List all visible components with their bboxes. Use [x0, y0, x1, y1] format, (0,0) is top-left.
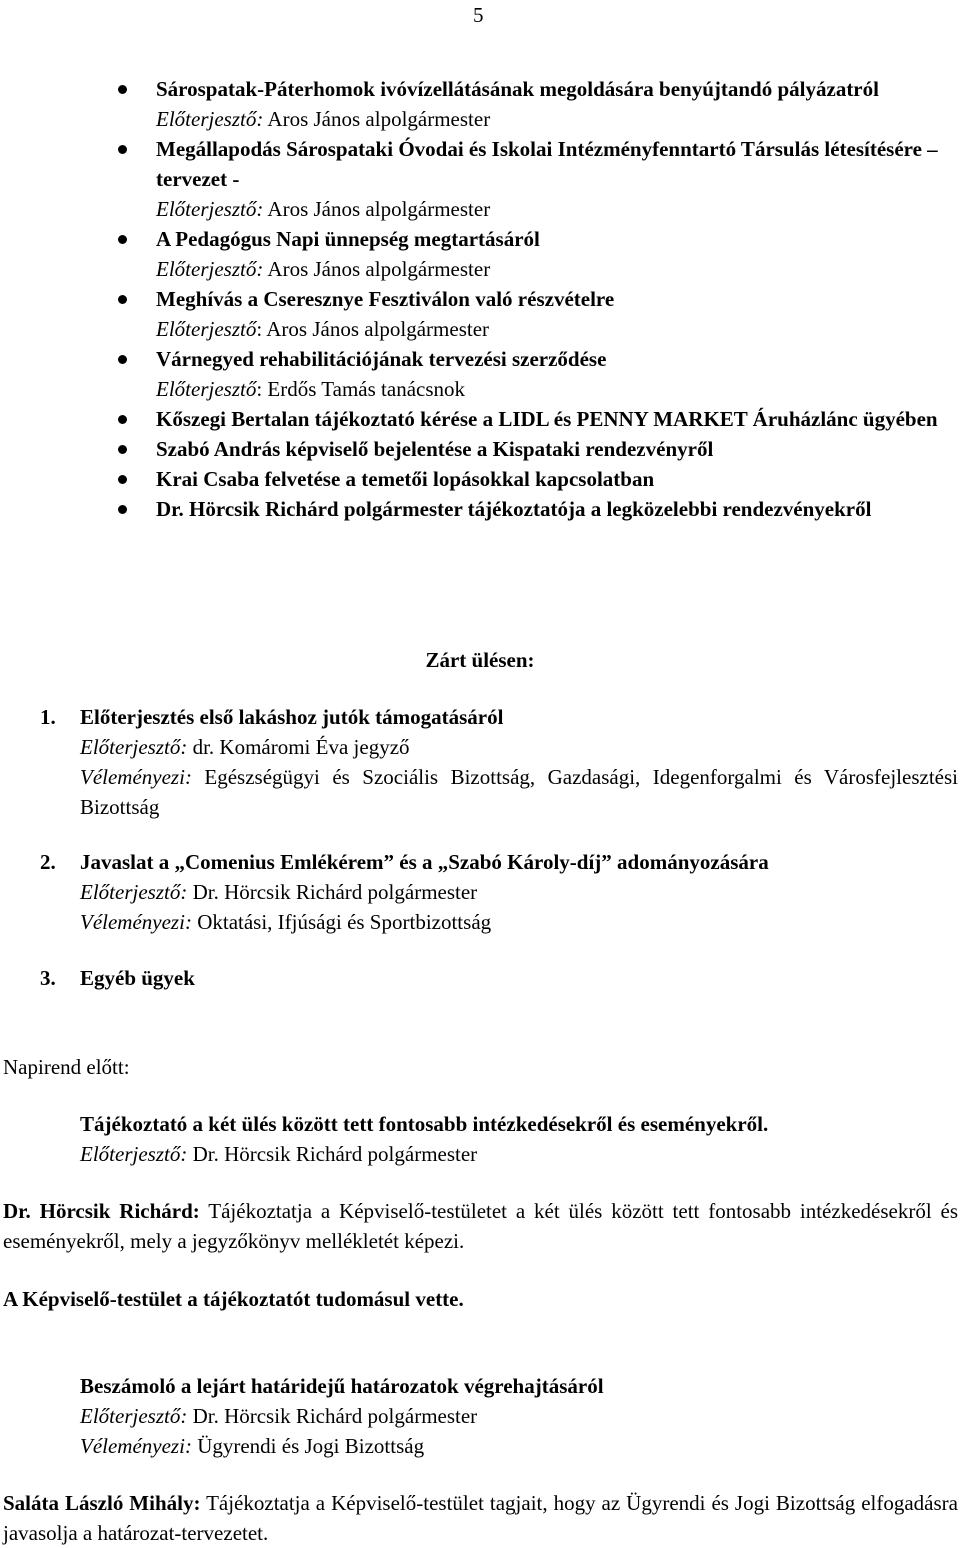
resolution-text: A Képviselő-testület a tájékoztatót tudomásul vette.	[3, 1287, 464, 1311]
presenter-value: dr. Komáromi Éva jegyző	[187, 735, 410, 759]
report-item	[0, 1371, 960, 1461]
presenter-line	[156, 254, 958, 284]
bullet-icon	[118, 235, 127, 244]
list-item	[0, 134, 960, 224]
page-number: 5	[473, 3, 484, 27]
bullet-icon	[118, 445, 127, 454]
speaker-paragraph	[0, 1488, 960, 1548]
before-agenda-item	[0, 1109, 960, 1169]
agenda-item-title: Szabó András képviselő bejelentése a Kispataki rendezvényről	[156, 437, 714, 461]
presenter-line	[156, 104, 958, 134]
bullet-icon	[118, 85, 127, 94]
reviewer-line	[80, 762, 958, 822]
presenter-line	[156, 194, 958, 224]
presenter-value: Dr. Hörcsik Richárd polgármester	[187, 1404, 478, 1428]
presenter-label: Előterjesztő:	[80, 880, 188, 904]
agenda-item-title: Megállapodás Sárospataki Óvodai és Iskolai Intézményfenntartó Társulás létesítésére – tervezet -	[156, 137, 938, 191]
agenda-item-title: Dr. Hörcsik Richárd polgármester tájékoztatója a legközelebbi rendezvényekről	[156, 497, 872, 521]
bullet-icon	[118, 295, 127, 304]
list-item	[0, 494, 960, 524]
speaker-paragraph	[0, 1196, 960, 1256]
presenter-line	[80, 877, 958, 907]
item-title: Előterjesztés első lakáshoz jutók támogatásáról	[80, 705, 504, 729]
item-title: Beszámoló a lejárt határidejű határozatok végrehajtásáról	[80, 1374, 604, 1398]
agenda-item-title: A Pedagógus Napi ünnepség megtartásáról	[156, 227, 540, 251]
item-number: 2.	[40, 850, 56, 874]
list-item	[0, 464, 960, 494]
item-number: 1.	[40, 705, 56, 729]
presenter-label: Előterjesztő:	[156, 197, 264, 221]
speaker-name: Saláta László Mihály:	[3, 1491, 201, 1515]
agenda-item-title: Meghívás a Cseresznye Fesztiválon való részvételre	[156, 287, 615, 311]
presenter-value: Aros János alpolgármester	[263, 107, 491, 131]
presenter-label: Előterjesztő:	[80, 735, 188, 759]
speaker-text: Tájékoztatja a Képviselő-testületet a két ülés között tett fontosabb intézkedésekről és eseményekről, mely a jegyzőkönyv mellékletét képezi.	[3, 1199, 958, 1253]
presenter-line	[156, 314, 958, 344]
presenter-line	[80, 732, 958, 762]
agenda-item-title: Krai Csaba felvetése a temetői lopásokkal kapcsolatban	[156, 467, 655, 491]
presenter-line	[80, 1139, 958, 1169]
presenter-label: Előterjesztő:	[80, 1404, 188, 1428]
presenter-line	[80, 1401, 958, 1431]
presenter-value: Dr. Hörcsik Richárd polgármester	[187, 880, 478, 904]
bullet-icon	[118, 475, 127, 484]
speaker-name: Dr. Hörcsik Richárd:	[3, 1199, 200, 1223]
presenter-label: Előterjesztő:	[156, 107, 264, 131]
bullet-icon	[118, 355, 127, 364]
presenter-value: Dr. Hörcsik Richárd polgármester	[187, 1142, 478, 1166]
presenter-label: Előterjesztő:	[156, 257, 264, 281]
reviewer-value: Ügyrendi és Jogi Bizottság	[191, 1434, 425, 1458]
reviewer-value: Egészségügyi és Szociális Bizottság, Gazdasági, Idegenforgalmi és Városfejlesztési Bizottság	[80, 765, 958, 819]
reviewer-label: Véleményezi:	[80, 765, 192, 789]
bullet-icon	[118, 505, 127, 514]
presenter-value: : Erdős Tamás tanácsnok	[256, 377, 466, 401]
list-item	[0, 434, 960, 464]
reviewer-label: Véleményezi:	[80, 1434, 192, 1458]
closed-session-item-3	[0, 963, 960, 993]
presenter-label: Előterjesztő	[156, 377, 257, 401]
agenda-item-title: Sárospatak-Páterhomok ivóvízellátásának megoldására benyújtandó pályázatról	[156, 77, 879, 101]
speaker-text: Tájékoztatja a Képviselő-testület tagjait, hogy az Ügyrendi és Jogi Bizottság elfogadásra javasolja a határozat-tervezetet.	[3, 1491, 958, 1545]
reviewer-line	[80, 907, 958, 937]
presenter-value: Aros János alpolgármester	[263, 257, 491, 281]
list-item	[0, 224, 960, 284]
bullet-icon	[118, 415, 127, 424]
list-item	[0, 284, 960, 344]
reviewer-value: Oktatási, Ifjúsági és Sportbizottság	[191, 910, 492, 934]
presenter-value: Aros János alpolgármester	[263, 197, 491, 221]
agenda-bullet-list	[0, 74, 960, 524]
closed-session-item-1	[0, 702, 960, 822]
list-item	[0, 74, 960, 134]
agenda-item-title: Kőszegi Bertalan tájékoztató kérése a LIDL és PENNY MARKET Áruházlánc ügyében	[156, 407, 938, 431]
presenter-label: Előterjesztő	[156, 317, 257, 341]
closed-session-heading: Zárt ülésen:	[425, 648, 535, 672]
reviewer-line	[80, 1431, 958, 1461]
bullet-icon	[118, 145, 127, 154]
list-item	[0, 404, 960, 434]
closed-session-item-2	[0, 847, 960, 937]
presenter-line	[156, 374, 958, 404]
item-title: Egyéb ügyek	[80, 966, 195, 990]
reviewer-label: Véleményezi:	[80, 910, 192, 934]
presenter-label: Előterjesztő:	[80, 1142, 188, 1166]
item-title: Javaslat a „Comenius Emlékérem” és a „Szabó Károly-díj” adományozására	[80, 850, 769, 874]
list-item	[0, 344, 960, 404]
before-agenda-heading: Napirend előtt:	[3, 1055, 130, 1079]
item-title: Tájékoztató a két ülés között tett fontosabb intézkedésekről és eseményekről.	[80, 1112, 769, 1136]
item-number: 3.	[40, 966, 56, 990]
agenda-item-title: Várnegyed rehabilitációjának tervezési szerződése	[156, 347, 607, 371]
presenter-value: : Aros János alpolgármester	[256, 317, 490, 341]
